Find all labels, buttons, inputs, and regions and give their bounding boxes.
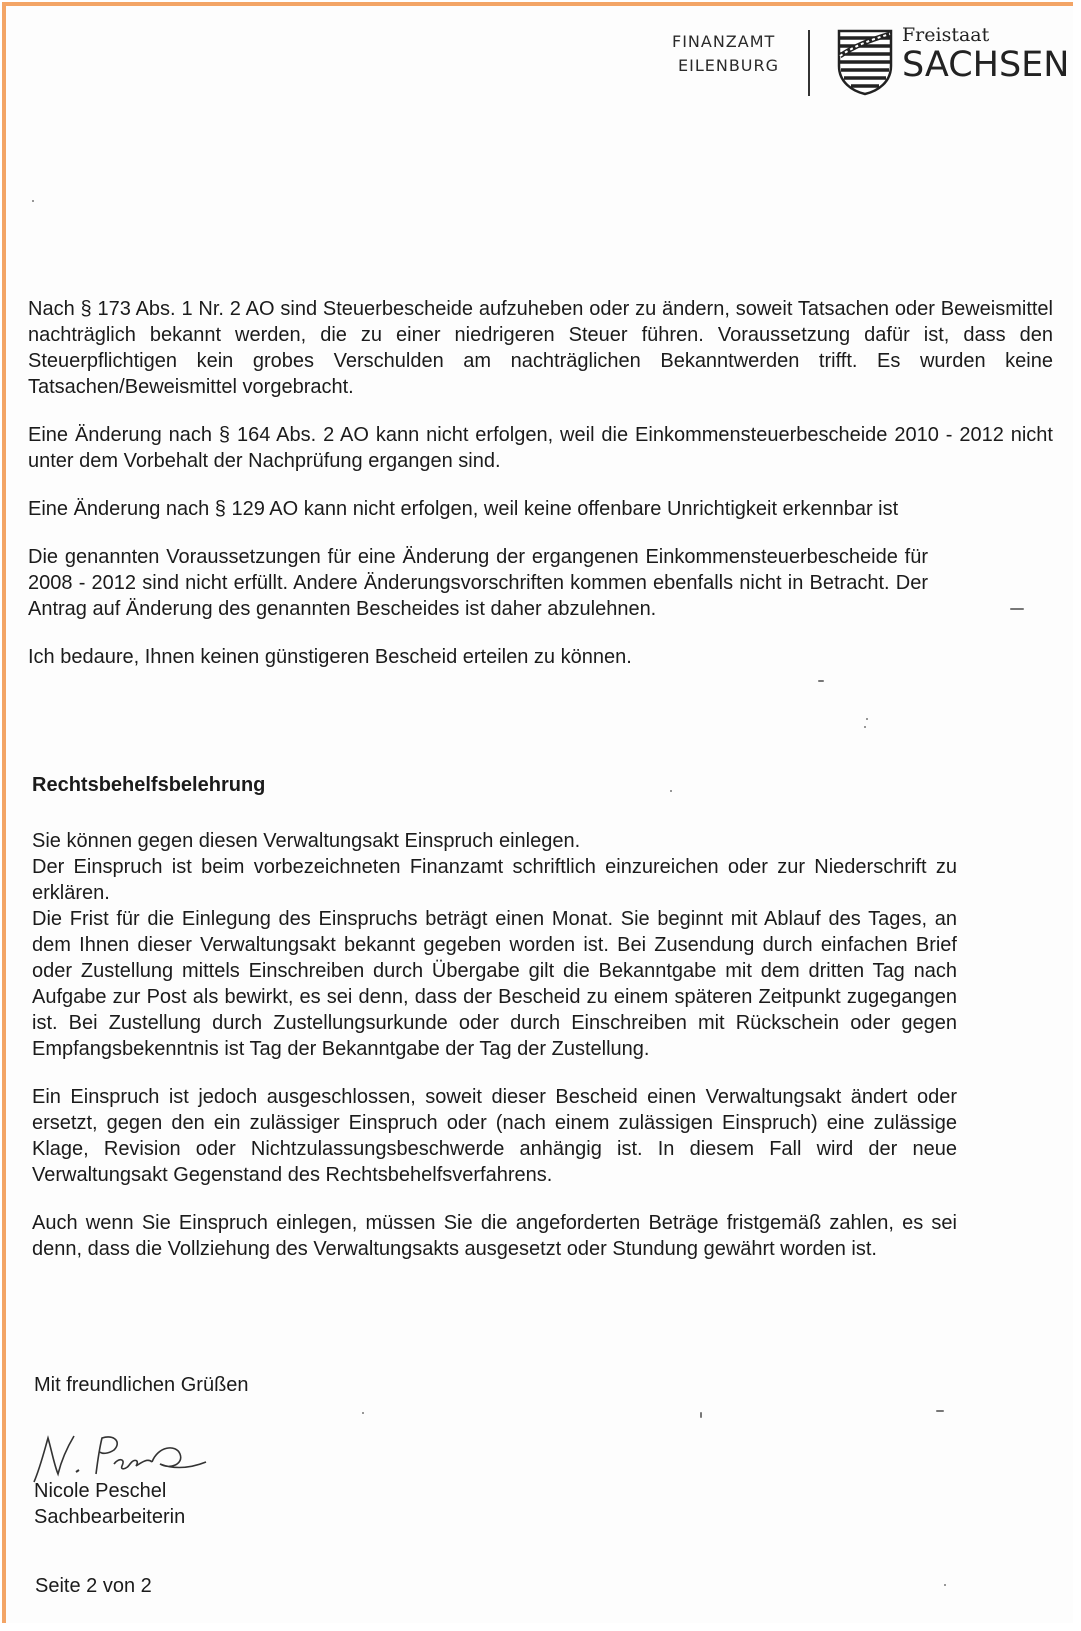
scan-speck	[866, 718, 868, 720]
closing-greeting: Mit freundlichen Grüßen	[34, 1374, 249, 1396]
page-number: Seite 2 von 2	[35, 1575, 152, 1597]
signer-block	[34, 1478, 185, 1530]
tax-office-name	[672, 30, 779, 78]
legal-remedy-title: Rechtsbehelfsbelehrung	[32, 774, 266, 796]
scan-speck	[670, 790, 672, 792]
scan-speck	[700, 1412, 702, 1418]
paragraph-129: Eine Änderung nach § 129 AO kann nicht erfolgen, weil keine offenbare Unrichtigkeit erkennbar ist	[28, 498, 899, 520]
scan-speck	[362, 1412, 364, 1414]
saxony-coat-of-arms-icon	[836, 28, 894, 96]
legal-remedy-line-3: Die Frist für die Einlegung des Einspruchs beträgt einen Monat. Sie beginnt mit Ablauf des Tages, an dem Ihnen dieser Verwaltungsakt bekannt gegeben worden ist. Bei Zusendung durch einfachen Brief oder Zustellung mittels Einschreiben durch Übergabe gilt die Bekanntgabe mit dem dritten Tag nach Aufgabe zur Post als bewirkt, es sei denn, dass der Bescheid zu einem späteren Zeitpunkt zugegangen ist. Bei Zustellung durch Zustellungsurkunde oder durch Einschreiben mit Rückschein oder gegen Empfangsbekenntnis ist Tag der Bekanntgabe der Tag der Zustellung.	[32, 908, 957, 1060]
state-name	[902, 24, 1069, 84]
state-line-1: Freistaat	[902, 24, 990, 46]
letterhead-divider	[808, 30, 810, 96]
scan-speck	[944, 1584, 946, 1586]
legal-remedy-line-1: Sie können gegen diesen Verwaltungsakt Einspruch einlegen.	[32, 830, 581, 852]
scan-speck	[864, 726, 866, 728]
legal-remedy-line-2: Der Einspruch ist beim vorbezeichneten Finanzamt schriftlich einzureichen oder zur Niederschrift zu erklären.	[32, 856, 957, 904]
office-line-1: FINANZAMT	[672, 32, 776, 51]
letter-body	[28, 296, 1053, 670]
paragraph-voraussetzungen: Die genannten Voraussetzungen für eine Änderung der ergangenen Einkommensteuerbescheide für 2008 - 2012 sind nicht erfüllt. Andere Änderungsvorschriften kommen ebenfalls nicht in Betracht. Der Antrag auf Änderung des genannten Bescheides ist daher abzulehnen.	[28, 546, 928, 620]
state-line-2: SACHSEN	[902, 45, 1070, 85]
legal-remedy-paragraph-2: Ein Einspruch ist jedoch ausgeschlossen, soweit dieser Bescheid einen Verwaltungsakt ändert oder ersetzt, gegen den ein zulässiger Einspruch oder (nach einem zulässigen Einspruch) eine zulässige Klage, Revision oder Nichtzulassungsbeschwerde anhängig ist. In diesem Fall wird der neue Verwaltungsakt Gegenstand des Rechtsbehelfsverfahrens.	[32, 1086, 957, 1186]
paragraph-164: Eine Änderung nach § 164 Abs. 2 AO kann nicht erfolgen, weil die Einkommensteuerbescheide 2010 - 2012 nicht unter dem Vorbehalt der Nachprüfung ergangen sind.	[28, 424, 1053, 472]
scan-speck	[936, 1410, 944, 1412]
legal-remedy-paragraph-3: Auch wenn Sie Einspruch einlegen, müssen Sie die angeforderten Beträge fristgemäß zahlen, es sei denn, dass die Vollziehung des Verwaltungsakts ausgesetzt oder Stundung gewährt worden ist.	[32, 1212, 957, 1260]
scan-speck	[1010, 608, 1024, 610]
paragraph-173: Nach § 173 Abs. 1 Nr. 2 AO sind Steuerbescheide aufzuheben oder zu ändern, soweit Tatsachen oder Beweismittel nachträglich bekannt werden, die zu einer niedrigeren Steuer führen. Voraussetzung dafür ist, dass den Steuerpflichtigen kein grobes Verschulden am nachträglichen Bekanntwerden trifft. Es wurden keine Tatsachen/Beweismittel vorgebracht.	[28, 298, 1053, 398]
office-line-2: EILENBURG	[678, 56, 780, 75]
signer-role: Sachbearbeiterin	[34, 1506, 186, 1528]
paragraph-bedauern: Ich bedaure, Ihnen keinen günstigeren Bescheid erteilen zu können.	[28, 646, 632, 668]
scan-speck	[32, 200, 34, 202]
scan-speck	[818, 680, 824, 682]
legal-remedy-section	[32, 772, 957, 1262]
signer-name: Nicole Peschel	[34, 1480, 167, 1502]
